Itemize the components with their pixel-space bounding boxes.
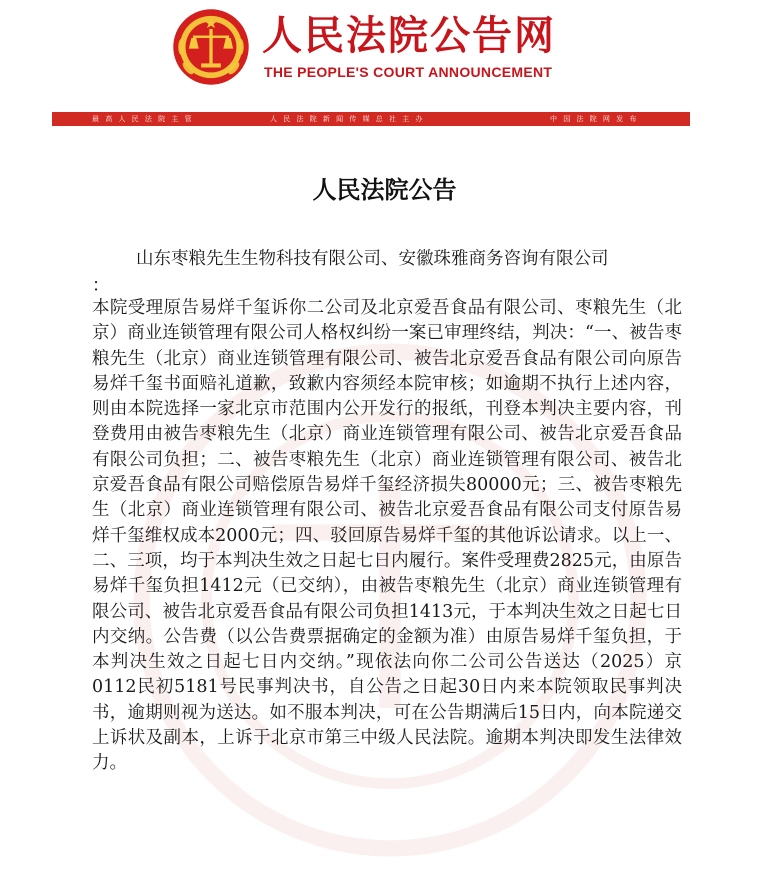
header	[0, 0, 769, 112]
brand-title-cn: 人民法院公告网	[262, 13, 556, 59]
header-red-bar	[52, 112, 690, 126]
brand-title-en: THE PEOPLE'S COURT ANNOUNCEMENT	[264, 64, 553, 80]
document-title: 人民法院公告	[312, 176, 457, 204]
court-emblem-icon	[170, 6, 252, 88]
bar-item-sponsor: 人 民 法 院 新 闻 传 媒 总 社 主 办	[270, 115, 425, 123]
bar-item-publisher: 中 国 法 院 网 发 布	[550, 115, 639, 123]
announcement-body: 本院受理原告易烊千玺诉你二公司及北京爱吾食品有限公司、枣粮先生（北京）商业连锁管理有限公司人格权纠纷一案已审理终结，判决：“一、被告枣粮先生（北京）商业连锁管理有限公司、被告北京爱吾食品有限公司向原告易烊千玺书面赔礼道歉，致歉内容须经本院审核；如逾期不执行上述内容，则由本院选择一家北京市范围内公开发行的报纸，刊登本判决主要内容，刊登费用由被告枣粮先生（北京）商业连锁管理有限公司、被告北京爱吾食品有限公司负担；二、被告枣粮先生（北京）商业连锁管理有限公司、被告北京爱吾食品有限公司赔偿原告易烊千玺经济损失80000元；三、被告枣粮先生（北京）商业连锁管理有限公司、被告北京爱吾食品有限公司支付原告易烊千玺维权成本2000元；四、驳回原告易烊千玺的其他诉讼请求。以上一、二、三项，均于本判决生效之日起七日内履行。案件受理费2825元，由原告易烊千玺负担1412元（已交纳），由被告枣粮先生（北京）商业连锁管理有限公司、被告北京爱吾食品有限公司负担1413元，于本判决生效之日起七日内交纳。公告费（以公告费票据确定的金额为准）由原告易烊千玺负担，于本判决生效之日起七日内交纳。”现依法向你二公司公告送达（2025）京0112民初5181号民事判决书，自公告之日起30日内来本院领取民事判决书，逾期则视为送达。如不服本判决，可在公告期满后15日内，向本院递交上诉状及副本，上诉于北京市第三中级人民法院。逾期本判决即发生法律效力。	[92, 298, 682, 774]
recipient-line: 山东枣粮先生生物科技有限公司、安徽珠雅商务咨询有限公司	[136, 249, 609, 269]
recipient-colon: ：	[92, 276, 110, 296]
bar-item-supervisor: 最 高 人 民 法 院 主 管	[92, 115, 194, 123]
